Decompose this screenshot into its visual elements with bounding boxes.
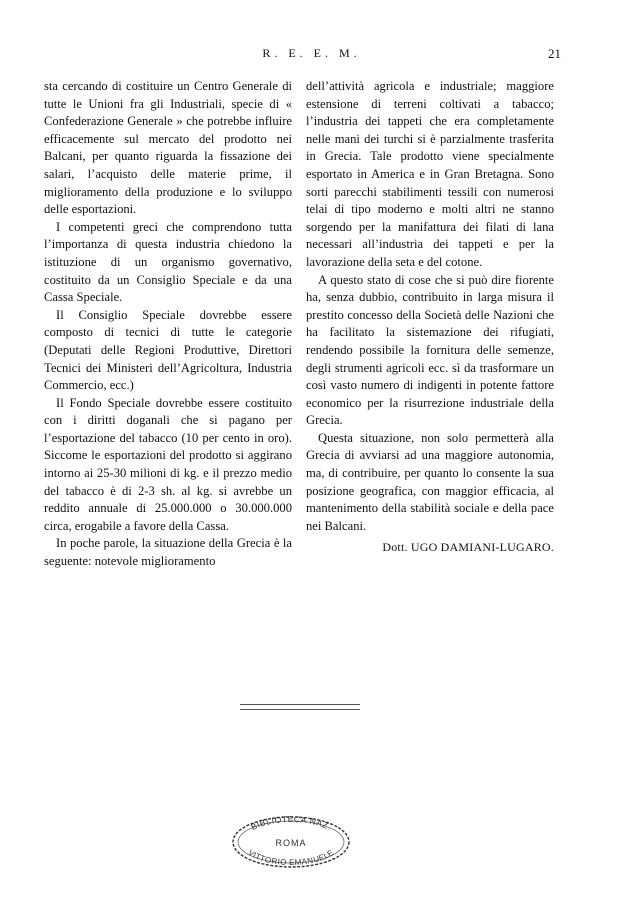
page-header	[0, 46, 623, 66]
paragraph: I competenti greci che comprendono tutta l’importanza di questa industria chiedono la istituzione di un organismo governativo, costituito da un Consiglio Speciale e da una Cassa Speciale.	[44, 219, 292, 305]
library-stamp	[230, 814, 352, 870]
right-column	[306, 78, 554, 557]
paragraph: A questo stato di cose che si può dire fiorente ha, senza dubbio, contribuito in larga misura il prestito concesso della Società delle Nazioni che ha facilitato la sistemazione dei rifugiati, rendendo possibile la fornitura delle semenze, degli strumenti agricoli ecc. sì da trasformare un così vasto numero di indigenti in potente fattore economico per la risurrezione industriale della Grecia.	[306, 272, 554, 428]
paragraph: sta cercando di costituire un Centro Generale di tutte le Unioni fra gli Industriali, specie di « Confederazione Generale » che potrebbe influire efficacemente sul mercato del prodotto nei Balcani, per quanto riguarda la fissazione dei salari, l’acquisto delle materie prime, il miglioramento della produzione e lo sviluppo delle esportazioni.	[44, 79, 292, 217]
svg-text:BIBLIOTECA NAZ.	[249, 814, 333, 832]
page-number: 21	[548, 46, 561, 61]
divider-rule	[240, 709, 360, 710]
paragraph: dell’attività agricola e industriale; maggiore estensione di terreni coltivati a tabacco; l’industria dei tappeti che era completamente nelle mani dei turchi si è parzialmente trasferita in Grecia. Tale prodotto viene specialmente esportato in America e in Gran Bretagna. Sono sorti parecchi stabilimenti tessili con numerosi telai di tipo moderno e molti altri ne stanno sorgendo per la manifattura dei filati di lana necessari all’industria dei tappeti e per la lavorazione della seta e del cotone.	[306, 79, 554, 269]
paragraph: In poche parole, la situazione della Grecia è la seguente: notevole miglioramento	[44, 536, 292, 569]
paragraph: Questa situazione, non solo permetterà alla Grecia di avviarsi ad una maggiore autonomia, ma, di contribuire, per quanto lo consente la sua posizione geografica, con maggior efficacia, al mantenimento della stabilità sociale e della pace nei Balcani.	[306, 430, 554, 533]
svg-text:VITTORIO EMANUELE	[246, 848, 335, 867]
running-title: R. E. E. M.	[262, 46, 361, 60]
paragraph: Il Consiglio Speciale dovrebbe essere composto di tecnici di tutte le categorie (Deputati delle Regioni Produttive, Direttori Tecnici dei Ministeri dell’Agricoltura, Industria Commercio, ecc.)	[44, 307, 292, 393]
stamp-text-top: BIBLIOTECA NAZ.	[249, 814, 334, 833]
divider-rule	[240, 704, 360, 705]
stamp-text-bottom: VITTORIO EMANUELE	[246, 847, 336, 868]
stamp-text-center: ROMA	[275, 838, 307, 848]
paragraph: Il Fondo Speciale dovrebbe essere costituito con i diritti doganali che si pagano per l’esportazione del tabacco (10 per cento in oro). Siccome le esportazioni del prodotto si aggirano intorno ai 25-30 milioni di kg. e il prezzo medio del tabacco è di 2-3 sh. al kg. si avrebbe un reddito annuale di 25.000.000 o 30.000.000 circa, erogabile a favore della Cassa.	[44, 395, 292, 533]
author-signature: Dott. UGO DAMIANI-LUGARO.	[382, 540, 554, 555]
left-column	[44, 78, 292, 571]
